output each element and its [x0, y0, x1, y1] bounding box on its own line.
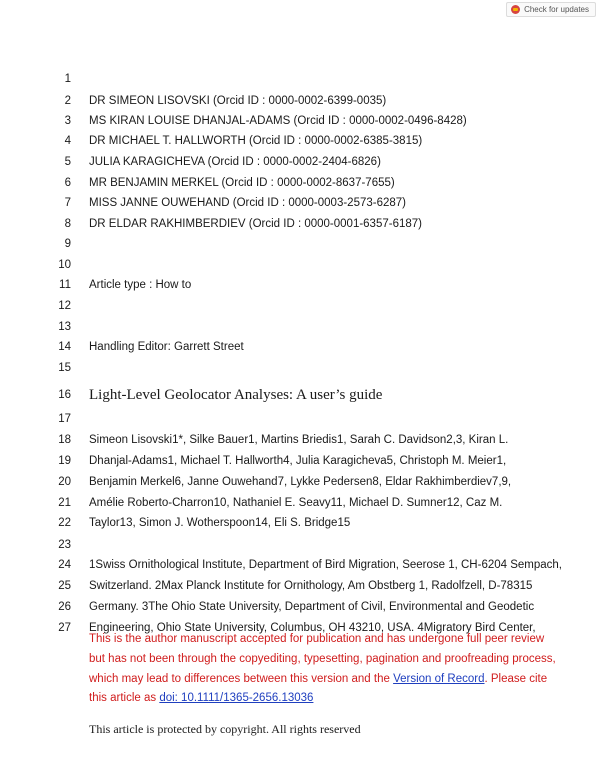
line-text: Handling Editor: Garrett Street — [89, 341, 244, 353]
check-for-updates-label: Check for updates — [524, 5, 589, 14]
line-number: 3 — [64, 115, 71, 127]
line-text: MS KIRAN LOUISE DHANJAL-ADAMS (Orcid ID : 0000-0002-0496-8428) — [89, 115, 467, 127]
line-number: 16 — [58, 389, 71, 401]
line-text: Switzerland. 2Max Planck Institute for Ornithology, Am Obstberg 1, Radolfzell, D-78315 — [89, 580, 533, 592]
line-text: Engineering, Ohio State University, Columbus, OH 43210, USA. 4Migratory Bird Center, — [89, 622, 536, 634]
line-text: DR SIMEON LISOVSKI (Orcid ID : 0000-0002-6399-0035) — [89, 95, 387, 107]
line-text: MR BENJAMIN MERKEL (Orcid ID : 0000-0002-8637-7655) — [89, 177, 395, 189]
line-number: 19 — [58, 455, 71, 467]
line-text: Benjamin Merkel6, Janne Ouwehand7, Lykke Pedersen8, Eldar Rakhimberdiev7,9, — [89, 476, 512, 488]
line-text: Amélie Roberto-Charron10, Nathaniel E. Seavy11, Michael D. Sumner12, Caz M. — [89, 497, 503, 509]
line-text: Article type : How to — [89, 279, 192, 291]
line-number: 25 — [58, 580, 71, 592]
line-number: 5 — [64, 156, 71, 168]
line-text: Germany. 3The Ohio State University, Department of Civil, Environmental and Geodetic — [89, 601, 535, 613]
line-number: 1 — [64, 73, 71, 85]
doi-link[interactable]: doi: 10.1111/1365-2656.13036 — [159, 692, 314, 704]
line-number: 2 — [64, 95, 71, 107]
line-number: 4 — [64, 135, 71, 147]
line-number: 22 — [58, 517, 71, 529]
line-number: 10 — [58, 259, 71, 271]
line-text: DR MICHAEL T. HALLWORTH (Orcid ID : 0000-0002-6385-3815) — [89, 135, 423, 147]
line-text: MISS JANNE OUWEHAND (Orcid ID : 0000-0003-2573-6287) — [89, 197, 406, 209]
line-number: 17 — [58, 413, 71, 425]
line-number: 8 — [64, 218, 71, 230]
line-number: 9 — [64, 238, 71, 250]
line-number: 11 — [59, 279, 71, 291]
line-text: Taylor13, Simon J. Wotherspoon14, Eli S. Bridge15 — [89, 517, 351, 529]
line-text: 1Swiss Ornithological Institute, Department of Bird Migration, Seerose 1, CH-6204 Sempach, — [89, 559, 562, 571]
version-of-record-link[interactable]: Version of Record — [393, 673, 485, 685]
line-number: 7 — [64, 197, 71, 209]
line-number: 14 — [58, 341, 71, 353]
line-text: Dhanjal-Adams1, Michael T. Hallworth4, Julia Karagicheva5, Christoph M. Meier1, — [89, 455, 507, 467]
line-number: 12 — [58, 300, 71, 312]
line-number: 15 — [58, 362, 71, 374]
check-for-updates-badge[interactable] — [506, 2, 596, 17]
line-number: 20 — [58, 476, 71, 488]
line-text: JULIA KARAGICHEVA (Orcid ID : 0000-0002-2404-6826) — [89, 156, 381, 168]
line-number: 6 — [64, 177, 71, 189]
check-for-updates-icon — [511, 5, 520, 14]
line-number: 27 — [58, 622, 71, 634]
line-number: 24 — [58, 559, 71, 571]
line-text: DR ELDAR RAKHIMBERDIEV (Orcid ID : 0000-0001-6357-6187) — [89, 218, 422, 230]
line-number: 18 — [58, 434, 71, 446]
line-number: 13 — [58, 321, 71, 333]
line-number: 21 — [58, 497, 71, 509]
line-number: 23 — [58, 539, 71, 551]
line-text: Light-Level Geolocator Analyses: A user’s guide — [89, 387, 383, 403]
line-number: 26 — [58, 601, 71, 613]
line-text: Simeon Lisovski1*, Silke Bauer1, Martins Briedis1, Sarah C. Davidson2,3, Kiran L. — [89, 434, 509, 446]
